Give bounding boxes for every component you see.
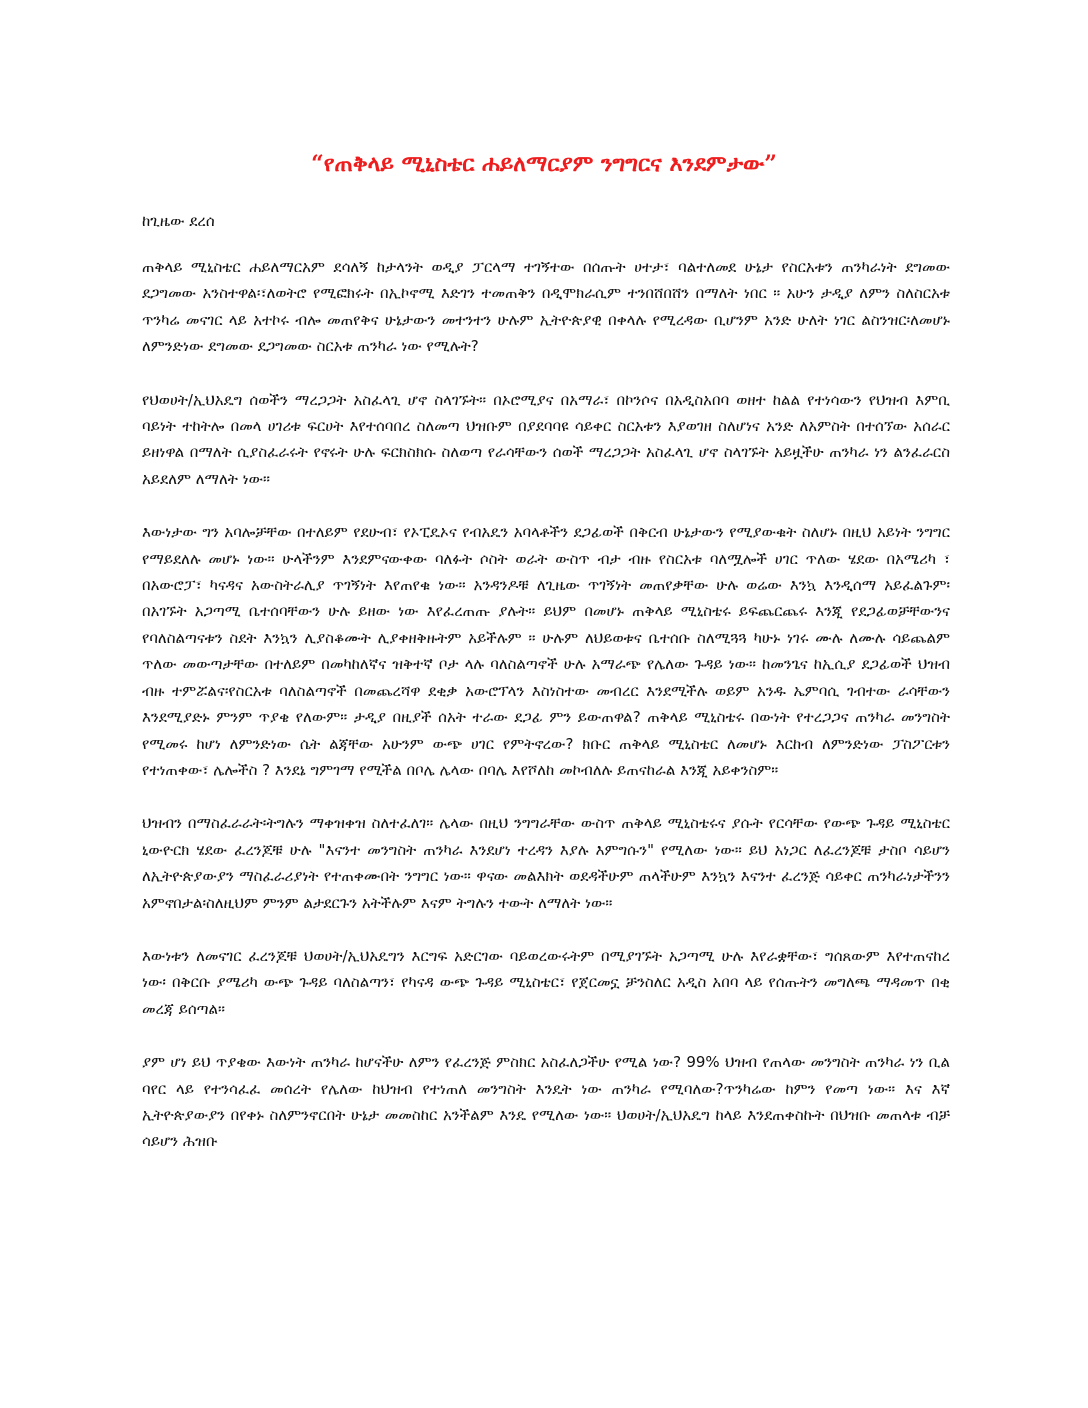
paragraph: ህዝብን በማስፈራራት፡ትግሉን ማቀዝቀዝ ስለተፈለገ። ሌላው በዚህ ንግግራቸው ውስጥ ጠቅላይ ሚኒስቴሩና ያሱት የርሳቸው የውጭ ጉዳይ ሚኒስቴር ኒውዮርክ ሄደው ፈረንጆቹ ሁሉ "እናንተ መንግስት ጠንካራ እንደሆነ ተረዳን እያሉ እምግሱን" የሚለው ነው። ይህ አነጋር ለፈረንጆቹ ታስቦ ሳይሆን ለኢትዮጵያውያን ማስፈራሪያነት የተጠቀሙበት ንግግር ነው። ዋናው መልእክት ወደዳችሁም ጠላችሁም እንኳን እናንተ ፈረንጅ ሳይቀር ጠንካራነታችንን አምኖበታል፡ስለዚህም ምንም ልታደርጉን አትችሉም እናም ትግሉን ተውት ለማለት ነው።	[142, 814, 950, 912]
author-byline: ከጊዜው ደረሰ	[142, 212, 215, 230]
paragraph: እውነቱን ለመናገር ፈረንጆቹ ህወሀት/ኢህአዴግን እርግፍ አድርገው ባይወረውሩትም በሚያገኙት አጋጣሚ ሁሉ እየራቋቸው፣ ግሰጸውም እየተጠናከረ ነው፡ በቅርቡ ያሜሪካ ውጭ ጉዳይ ባለስልጣን፣ የካናዳ ውጭ ጉዳይ ሚኒስቴር፣ የጀርመኗ ቻንስለር አዲስ አበባ ላይ የሰጡትን መግለጫ ማዳመጥ በቂ መረጃ ይሰጣል።	[142, 946, 950, 1018]
paragraph: እውነታው ግን አባሎቻቸው በተለይም የደሁብ፣ የኦፒዴኦና የብአዴን አባላቶችን ደጋፊወች በቅርብ ሁኔታውን የሚያውቁት ስለሆኑ በዚህ አይነት ንግግር የማይደለሉ መሆኑ ነው። ሁላችንም እንደምናውቀው ባለፉት ሶስት ወራት ውስጥ ብታ ብዙ የስርአቱ ባለሟሎች ሀገር ጥለው ሄደው በአሜሪካ ፣ በአውሮፓ፣ ካናዳና አውስትራሊያ ጥገኝነት እየጠየቁ ነው። አንዳንዶቹ ለጊዜው ጥገኝነት መጠየቃቸው ሁሉ ወሬው እንኳ እንዲሰማ አይፈልጉም፡ በአገኙት አጋጣሚ ቤተሰባቸውን ሁሉ ይዘው ነው እየፈረጠጡ ያሉት። ይህም በመሆኑ ጠቅላይ ሚኒስቴሩ ይፍጨርጨሩ እንጂ የደጋፊወቻቸውንና የባለስልጣናቱን ስደት እንኳን ሊያስቆሙት ሊያቀዘቅዙትም አይችሉም ። ሁሉም ለህይወቱና ቤተሰቡ ስለሚጓጓ ካሁኑ ነገሩ ሙሉ ለሙሉ ሳይጨልም ጥለው መውጣታቸው በተለይም በመካከለኛና ዝቅተኛ ቦታ ላሉ ባለስልጣኖች ሁሉ አማራጭ የሌለው ጉዳይ ነው። ከመንጌና ከኢሲያ ደጋፊወች ህዝብ ብዙ ተምሯልና፡የስርአቱ ባለስልጣኖች በመጨረሻዋ ደቂቃ አውሮፕላን እስነስተው መብረር እንደሚችሉ ወይም አንዱ ኤምባሲ ገብተው ራሳቸውን እንደሚያድኑ ምንም ጥያቄ የለውም። ታዲያ በዚያች ሰአት ተራው ደጋፊ ምን ይውጠዋል? ጠቅላይ ሚኒስቴሩ በውነት የተረጋጋና ጠንካራ መንግስት የሚመሩ ከሆነ ለምንድነው ሴት ልጃቸው አሁንም ውጭ ሀገር የምትኖረው? ክቡር ጠቅላይ ሚኒስቴር ለመሆኑ እርከብ ለምንድነው ፓስፖርቱን የተነጠቀው፣ ሌሎችስ ? እንደኔ ግምገማ የሚችል በቦሌ ሌላው በባሌ እየሾለከ መኮብለሉ ይጠናከራል እንጂ አይቀንስም።	[142, 523, 950, 779]
paragraph: ጠቅላይ ሚኒስቴር ሐይለማርአም ደሳለኝ ከታላንት ወዲያ ፓርላማ ተገኝተው በሰጡት ሀተታ፣ ባልተለመደ ሁኔታ የስርአቱን ጠንካራነት ደግመው ደጋግመው አንስተዋል፡፣ለወትሮ የሚፎክሩት በኢኮኖሚ እድገን ተመጠቅን በዲሞክራሲም ተንበሸበሸን በማለት ነበር ። አሁን ታዲያ ለምን ስለስርአቱ ጥንካሬ መናገር ላይ አተኮሩ ብሎ መጠየቅና ሁኔታውን መተንተን ሁሉም ኢትዮጵያዊ በቀላሉ የሚረዳው ቢሆንም አንድ ሁለት ነገር ልስንዝር፡ለመሆኑ ለምንድነው ደግመው ደጋግመው ስርአቱ ጠንካራ ነው የሚሉት?	[142, 258, 950, 356]
document-title: “የጠቅላይ ሚኒስቴር ሐይለማርያም ንግግርና እንደምታው”	[311, 151, 777, 177]
paragraph: ያም ሆነ ይህ ጥያቄው እውነት ጠንካራ ከሆናችሁ ለምን የፈረንጅ ምስክር አስፈለጋችሁ የሚል ነው? 99% ህዝብ የጠላው መንግስት ጠንካራ ነን ቢል ባየር ላይ የተንሳፈፈ መሰረት የሌለው ከህዝብ የተነጠለ መንግስት እንዴት ነው ጠንካራ የሚባለው?ጥንካሬው ከምን የመጣ ነው። እና እኛ ኢትዮጵያውያን በየቀኑ ስለምንኖርበት ሁኔታ መመስከር አንችልም እንዴ የሚለው ነው። ህወሀት/ኢህአዴግ ከላይ እንደጠቀስኩት በህዝቡ መጠላቱ ብቻ ሳይሆን ሕዝቡ	[142, 1053, 950, 1151]
paragraph: የህወሀት/ኢህአዴግ ሰወችን ማረጋጋት አስፈላጊ ሆኖ ስላገኙት። በኦሮሚያና በአማራ፣ በኮንሶና በአዲስአበባ ወዘተ ከልል የተነሳውን የህዝብ እምቢ ባይነት ተከትሎ በመላ ሀገሪቱ ፍርሀት እየተሰባበረ ስለመጣ ህዝቡም በያደባባዩ ሳይቀር ስርአቱን እያወገዘ ስለሆነና አንድ ለአምስት በተሰኘው አሰራር ይዘነዋል በማለት ሲያስፈራሩት የኖሩት ሁሉ ፍርክስክሱ ስለወጣ የራሳቸውን ሰወች ማረጋጋት አስፈላጊ ሆኖ ስላገኙት አይዟችሁ ጠንካራ ነን ልንፈራርስ አይደለም ለማለት ነው።	[142, 390, 950, 488]
article-body	[142, 254, 950, 1182]
